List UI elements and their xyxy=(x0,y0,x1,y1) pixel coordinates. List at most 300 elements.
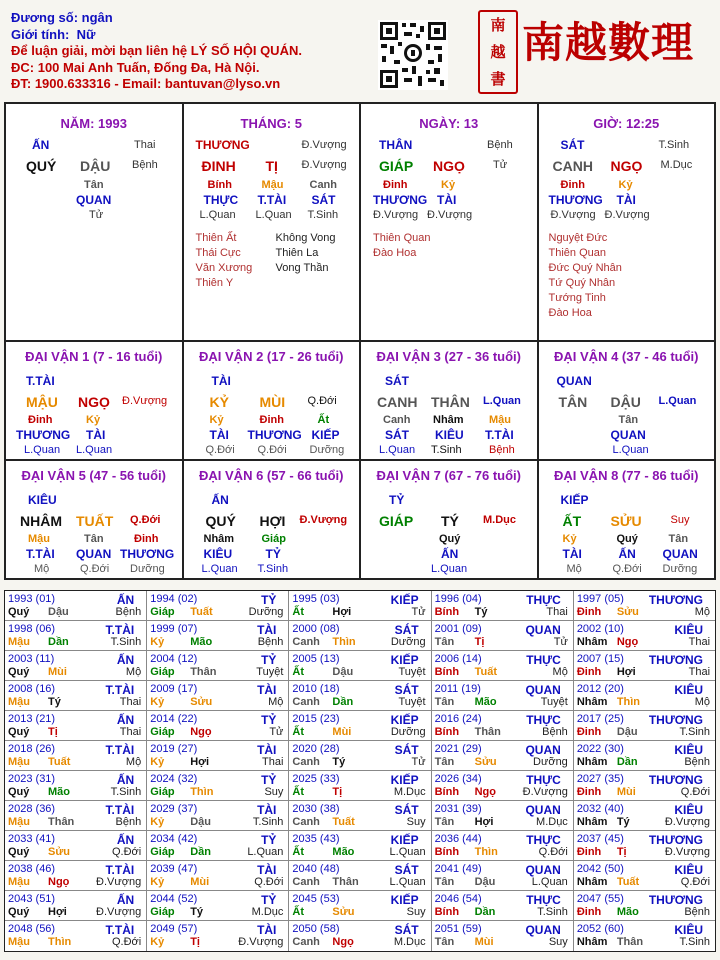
year-cell[interactable] xyxy=(147,801,289,830)
heavenly-stem: Mậu xyxy=(8,696,30,708)
ten-god: ẤN xyxy=(116,653,135,667)
heavenly-stem: Bính xyxy=(434,906,460,918)
year-cell[interactable] xyxy=(147,891,289,920)
heavenly-stem: Kỷ xyxy=(150,936,165,948)
hidden-stage: T.Sinh xyxy=(307,209,339,221)
life-stage: Mộ xyxy=(125,666,142,678)
hidden-god: THỰC xyxy=(203,193,239,207)
life-stage: Bệnh xyxy=(115,816,142,828)
branch-stage: Đ.Vượng xyxy=(301,159,347,171)
year-cell[interactable] xyxy=(5,801,147,830)
ten-god: ẤN xyxy=(116,893,135,907)
earthly-branch: Mão xyxy=(332,846,355,858)
year-cell[interactable] xyxy=(574,711,715,740)
hidden-stage: L.Quan xyxy=(199,209,236,221)
year-cell[interactable] xyxy=(432,591,574,620)
year-label: 1993 (01) xyxy=(8,593,56,605)
year-cell[interactable] xyxy=(574,681,715,710)
ten-god: QUAN xyxy=(556,374,592,388)
earthly-branch: Tý xyxy=(474,606,488,618)
earthly-branch: Sửu xyxy=(332,906,355,918)
year-label: 2005 (13) xyxy=(292,653,340,665)
year-cell[interactable] xyxy=(432,651,574,680)
hidden-stem: Bính xyxy=(207,179,232,191)
life-stage: M.Dục xyxy=(393,786,426,798)
year-cell[interactable] xyxy=(289,681,431,710)
year-cell[interactable] xyxy=(147,591,289,620)
life-stage: T.Sinh xyxy=(110,786,142,798)
earthly-branch: Ngọ xyxy=(474,786,496,798)
earthly-branch: THÂN xyxy=(431,394,470,410)
luck-heading: ĐẠI VẬN 4 (37 - 46 tuổi) xyxy=(554,349,699,364)
heavenly-stem: Canh xyxy=(292,816,320,828)
year-label: 2014 (22) xyxy=(150,713,198,725)
life-stage: Suy xyxy=(406,816,426,828)
year-label: 2030 (38) xyxy=(292,803,340,815)
year-label: 2035 (43) xyxy=(292,833,340,845)
heavenly-stem: Mậu xyxy=(8,756,30,768)
heavenly-stem: Ất xyxy=(292,786,305,798)
luck-period-5[interactable] xyxy=(6,461,184,578)
luck-period-8[interactable] xyxy=(539,461,715,578)
hidden-stage: Q.Đới xyxy=(80,563,110,575)
year-cell[interactable] xyxy=(432,741,574,770)
year-cell[interactable] xyxy=(432,621,574,650)
year-cell[interactable] xyxy=(432,831,574,860)
earthly-branch: Tuất xyxy=(332,816,355,828)
hidden-stem: Nhâm xyxy=(203,533,235,545)
life-stage: Thai xyxy=(688,666,711,678)
life-stage: Q.Đới xyxy=(307,395,337,407)
heavenly-stem: MẬU xyxy=(26,394,58,410)
year-cell[interactable] xyxy=(147,711,289,740)
ten-god: QUAN xyxy=(525,803,561,817)
year-cell[interactable] xyxy=(147,621,289,650)
earthly-branch: Dậu xyxy=(474,876,496,888)
life-stage: T.Sinh xyxy=(658,139,690,151)
luck-period-2[interactable] xyxy=(184,342,362,459)
year-cell[interactable] xyxy=(5,741,147,770)
ten-god: THƯƠNG xyxy=(648,773,704,787)
year-cell[interactable] xyxy=(147,921,289,951)
ten-god: THƯƠNG xyxy=(648,893,704,907)
heavenly-stem: Kỷ xyxy=(150,636,165,648)
heavenly-stem: Ất xyxy=(292,726,305,738)
luck-period-3[interactable] xyxy=(361,342,539,459)
year-cell[interactable] xyxy=(289,741,431,770)
hidden-stage: Bệnh xyxy=(489,444,515,456)
year-cell[interactable] xyxy=(147,651,289,680)
year-label: 2042 (50) xyxy=(576,863,624,875)
year-label: 2049 (57) xyxy=(150,923,198,935)
heavenly-stem: Đinh xyxy=(576,846,602,858)
stars-right: Không Vong Thiên La Vong Thần xyxy=(275,232,336,274)
year-cell[interactable] xyxy=(147,741,289,770)
life-stage: Tuyệt xyxy=(540,696,568,708)
year-cell[interactable] xyxy=(574,651,715,680)
ten-god: QUAN xyxy=(525,923,561,937)
hidden-stem: Tân xyxy=(84,533,104,545)
luck-period-4[interactable] xyxy=(539,342,715,459)
life-stage: Thai xyxy=(546,606,568,618)
heavenly-stem: Quý xyxy=(8,726,30,738)
earthly-branch: Hợi xyxy=(332,606,352,618)
year-label: 2018 (26) xyxy=(8,743,56,755)
ten-god: SÁT xyxy=(394,623,419,637)
life-stage: Đ.Vượng xyxy=(122,395,168,407)
year-row xyxy=(5,711,715,741)
earthly-branch: Thân xyxy=(332,876,359,888)
year-cell[interactable] xyxy=(432,681,574,710)
year-cell[interactable] xyxy=(574,801,715,830)
earthly-branch: Tý xyxy=(48,696,61,708)
pillar-month xyxy=(184,104,362,340)
life-stage: Mộ xyxy=(694,696,711,708)
year-cell[interactable] xyxy=(147,681,289,710)
year-label: 2009 (17) xyxy=(150,683,198,695)
year-cell[interactable] xyxy=(5,651,147,680)
year-cell[interactable] xyxy=(147,831,289,860)
heavenly-stem: Giáp xyxy=(150,906,175,918)
heavenly-stem: Đinh xyxy=(576,786,602,798)
ten-god: ẤN xyxy=(32,138,50,152)
year-cell[interactable] xyxy=(5,861,147,890)
luck-periods-row-2 xyxy=(4,461,716,580)
year-cell[interactable] xyxy=(574,891,715,920)
year-cell[interactable] xyxy=(5,921,147,951)
earthly-branch: NGỌ xyxy=(433,158,465,174)
hidden-stage: Q.Đới xyxy=(257,444,287,456)
earthly-branch: Dậu xyxy=(48,606,69,618)
year-label: 2002 (10) xyxy=(576,623,624,635)
earthly-branch: Thân xyxy=(616,936,644,948)
year-cell[interactable] xyxy=(289,831,431,860)
life-stage: Thai xyxy=(688,636,711,648)
heavenly-stem: Mậu xyxy=(8,876,30,888)
life-stage: Đ.Vượng xyxy=(664,846,711,858)
pillar-heading: NĂM: 1993 xyxy=(60,116,127,131)
earthly-branch: Thìn xyxy=(48,936,72,948)
year-row xyxy=(5,861,715,891)
life-stage: Q.Đới xyxy=(254,876,284,888)
life-stage: Tử xyxy=(269,726,284,738)
luck-period-7[interactable] xyxy=(361,461,539,578)
year-row xyxy=(5,681,715,711)
year-label: 2010 (18) xyxy=(292,683,340,695)
hidden-stage: Đ.Vượng xyxy=(373,209,419,221)
year-label: 2040 (48) xyxy=(292,863,340,875)
year-cell[interactable] xyxy=(289,891,431,920)
ten-god: T.TÀI xyxy=(105,803,135,817)
hidden-stage: T.Sinh xyxy=(431,444,462,456)
life-stage: Tử xyxy=(411,756,426,768)
year-label: 2038 (46) xyxy=(8,863,56,875)
heavenly-stem: Tân xyxy=(434,816,455,828)
hidden-god: SÁT xyxy=(385,428,409,442)
stars-left: Thiên Quan Đào Hoa xyxy=(373,232,431,259)
ten-god: KIÊU xyxy=(674,683,704,697)
hidden-god: TÀI xyxy=(437,193,457,207)
year-label: 2045 (53) xyxy=(292,893,340,905)
earthly-branch: Thân xyxy=(48,816,75,828)
luck-period-6[interactable] xyxy=(184,461,362,578)
year-cell[interactable] xyxy=(432,711,574,740)
year-cell[interactable] xyxy=(289,591,431,620)
earthly-branch: Dậu xyxy=(190,816,211,828)
hidden-god: THƯƠNG xyxy=(548,193,603,207)
life-stage: Tuyệt xyxy=(398,666,426,678)
year-label: 2004 (12) xyxy=(150,653,198,665)
heavenly-stem: Đinh xyxy=(576,726,602,738)
heavenly-stem: Đinh xyxy=(576,666,602,678)
year-cell[interactable] xyxy=(5,891,147,920)
heavenly-stem: Bính xyxy=(434,606,460,618)
heavenly-stem: Đinh xyxy=(576,906,602,918)
ten-god: SÁT xyxy=(394,743,419,757)
year-cell[interactable] xyxy=(5,621,147,650)
ten-god: THÂN xyxy=(379,138,413,152)
life-stage: T.Sinh xyxy=(537,906,568,918)
year-cell[interactable] xyxy=(574,771,715,800)
earthly-branch: Hợi xyxy=(190,756,210,768)
hidden-stem: Mậu xyxy=(28,533,50,545)
luck-heading: ĐẠI VẬN 2 (17 - 26 tuổi) xyxy=(199,349,344,364)
ten-god: THỰC xyxy=(526,773,561,787)
gender: Giới tính: Nữ xyxy=(11,26,96,42)
life-stage: Q.Đới xyxy=(680,786,711,798)
year-label: 2041 (49) xyxy=(434,863,482,875)
life-stage: Q.Đới xyxy=(680,876,711,888)
life-stage: M.Dục xyxy=(536,816,568,828)
branch-stage: Bệnh xyxy=(132,159,158,171)
ten-god: T.TÀI xyxy=(105,923,135,937)
life-stage: M.Dục xyxy=(251,906,284,918)
ten-god: THƯƠNG xyxy=(648,833,704,847)
year-cell[interactable] xyxy=(147,861,289,890)
life-stage: Đ.Vượng xyxy=(664,816,711,828)
hidden-god: QUAN xyxy=(610,428,646,442)
hidden-stage: Dưỡng xyxy=(662,563,698,575)
earthly-branch: Tuất xyxy=(48,756,71,768)
year-row xyxy=(5,651,715,681)
year-cell[interactable] xyxy=(289,801,431,830)
earthly-branch: Tý xyxy=(332,756,346,768)
year-cell[interactable] xyxy=(574,591,715,620)
ten-god: KIÊU xyxy=(674,863,704,877)
ten-god: ẤN xyxy=(116,773,135,787)
year-label: 2000 (08) xyxy=(292,623,340,635)
earthly-branch: Dần xyxy=(474,906,496,918)
year-cell[interactable] xyxy=(289,621,431,650)
ten-god: T.TÀI xyxy=(105,863,135,877)
earthly-branch: Dậu xyxy=(616,726,638,738)
year-cell[interactable] xyxy=(432,801,574,830)
life-stage: T.Sinh xyxy=(679,936,711,948)
address: ĐC: 100 Mai Anh Tuấn, Đống Đa, Hà Nội. xyxy=(11,59,260,75)
year-label: 2024 (32) xyxy=(150,773,198,785)
year-label: 2050 (58) xyxy=(292,923,340,935)
earthly-branch: Hợi xyxy=(616,666,636,678)
hidden-stage: L.Quan xyxy=(76,444,113,456)
header-info xyxy=(11,10,302,93)
pillar-heading: GIỜ: 12:25 xyxy=(593,116,660,131)
luck-heading: ĐẠI VẬN 1 (7 - 16 tuổi) xyxy=(25,349,163,364)
year-cell[interactable] xyxy=(147,771,289,800)
year-label: 1994 (02) xyxy=(150,593,198,605)
brand-title: 南越數理 xyxy=(522,18,695,67)
year-label: 2008 (16) xyxy=(8,683,56,695)
hidden-stage: Dưỡng xyxy=(309,444,345,456)
pillar-hour xyxy=(539,104,715,340)
year-label: 2001 (09) xyxy=(434,623,482,635)
year-cell[interactable] xyxy=(574,921,715,951)
ten-god: T.TÀI xyxy=(105,743,135,757)
year-cell[interactable] xyxy=(5,771,147,800)
ten-god: TỶ xyxy=(261,893,277,907)
earthly-branch: Mùi xyxy=(332,726,352,738)
earthly-branch: SỬU xyxy=(610,513,642,529)
year-cell[interactable] xyxy=(574,831,715,860)
year-label: 2012 (20) xyxy=(576,683,624,695)
year-label: 2011 (19) xyxy=(434,683,481,695)
year-label: 2006 (14) xyxy=(434,653,482,665)
branch-stage: Tử xyxy=(493,159,508,171)
year-row xyxy=(5,591,715,621)
year-cell[interactable] xyxy=(289,921,431,951)
ten-god: T.TÀI xyxy=(26,374,55,388)
life-stage: L.Quan xyxy=(483,395,521,407)
ten-god: KIẾP xyxy=(390,893,419,907)
year-cell[interactable] xyxy=(5,831,147,860)
earthly-branch: Tị xyxy=(332,786,343,798)
heavenly-stem: Mậu xyxy=(8,936,30,948)
heavenly-stem: Ất xyxy=(292,906,305,918)
ten-god: KIẾP xyxy=(390,593,419,607)
hidden-god: TỶ xyxy=(265,547,281,561)
life-stage: Suy xyxy=(670,514,690,526)
hidden-stem: Kỷ xyxy=(618,179,633,191)
ten-god: TÀI xyxy=(211,374,231,388)
hidden-god: TÀI xyxy=(209,428,229,442)
luck-period-1[interactable] xyxy=(6,342,184,459)
seal-logo-icon: 南 越 書 xyxy=(478,10,518,94)
earthly-branch: MÙI xyxy=(259,394,286,410)
year-label: 2052 (60) xyxy=(576,923,624,935)
qr-code-icon[interactable] xyxy=(378,20,448,90)
hidden-god: ẤN xyxy=(618,547,636,561)
year-label: 2031 (39) xyxy=(434,803,482,815)
year-cell[interactable] xyxy=(432,891,574,920)
luck-heading: ĐẠI VẬN 6 (57 - 66 tuổi) xyxy=(199,468,344,483)
heavenly-stem: Canh xyxy=(292,876,320,888)
contact-note: Để luận giải, mời bạn liên hệ LÝ SỐ HỘI QUÁN. xyxy=(11,43,302,58)
year-row xyxy=(5,921,715,951)
year-cell[interactable] xyxy=(289,651,431,680)
year-label: 1999 (07) xyxy=(150,623,198,635)
heavenly-stem: Giáp xyxy=(150,846,175,858)
heavenly-stem: Tân xyxy=(434,876,455,888)
four-pillars xyxy=(4,102,716,342)
ten-god: THỰC xyxy=(526,713,561,727)
heavenly-stem: Nhâm xyxy=(576,876,608,888)
life-stage: Bệnh xyxy=(487,139,513,151)
ten-god: ẤN xyxy=(116,593,135,607)
year-cell[interactable] xyxy=(289,861,431,890)
hidden-stem: Tân xyxy=(618,414,639,426)
year-label: 2003 (11) xyxy=(8,653,55,665)
earthly-branch: Sửu xyxy=(616,606,639,618)
life-stage: Đ.Vượng xyxy=(301,139,347,151)
year-cell[interactable] xyxy=(574,621,715,650)
hidden-stem: Mậu xyxy=(261,179,284,191)
heavenly-stem: Bính xyxy=(434,846,460,858)
year-label: 2022 (30) xyxy=(576,743,624,755)
year-cell[interactable] xyxy=(432,921,574,951)
heavenly-stem: Ất xyxy=(292,846,305,858)
heavenly-stem: ẤT xyxy=(562,513,582,529)
heavenly-stem: Quý xyxy=(8,666,30,678)
hidden-stage: L.Quan xyxy=(431,563,468,575)
ten-god: KIÊU xyxy=(674,923,704,937)
heavenly-stem: Tân xyxy=(434,756,455,768)
earthly-branch: TÝ xyxy=(441,513,459,529)
heavenly-stem: Mậu xyxy=(8,636,30,648)
luck-heading: ĐẠI VẬN 3 (27 - 36 tuổi) xyxy=(376,349,521,364)
life-stage: Dưỡng xyxy=(390,636,426,648)
year-cell[interactable] xyxy=(432,861,574,890)
ten-god: TỶ xyxy=(261,833,277,847)
year-cell[interactable] xyxy=(5,711,147,740)
heavenly-stem: Ất xyxy=(292,606,305,618)
hidden-god: KIÊU xyxy=(203,547,233,561)
earthly-branch: Sửu xyxy=(190,696,213,708)
year-cell[interactable] xyxy=(574,741,715,770)
year-cell[interactable] xyxy=(574,861,715,890)
heavenly-stem: Nhâm xyxy=(576,816,608,828)
ten-god: TÀI xyxy=(257,923,277,937)
earthly-branch: Hợi xyxy=(48,906,67,918)
hidden-stem: Canh xyxy=(309,179,337,191)
hidden-stem: Giáp xyxy=(261,533,286,545)
life-stage: Bệnh xyxy=(684,756,711,768)
heavenly-stem: ĐINH xyxy=(201,158,236,174)
year-label: 2037 (45) xyxy=(576,833,624,845)
year-cell[interactable] xyxy=(289,711,431,740)
life-stage: Bệnh xyxy=(684,906,711,918)
earthly-branch: Mùi xyxy=(616,786,636,798)
life-stage: Suy xyxy=(548,936,568,948)
ten-god: TÀI xyxy=(257,803,277,817)
year-cell[interactable] xyxy=(432,771,574,800)
year-cell[interactable] xyxy=(289,771,431,800)
hidden-stem: Nhâm xyxy=(433,414,464,426)
year-label: 1996 (04) xyxy=(434,593,482,605)
earthly-branch: Dần xyxy=(332,696,354,708)
life-stage: L.Quan xyxy=(247,846,284,858)
life-stage: L.Quan xyxy=(389,846,426,858)
earthly-branch: Thân xyxy=(474,726,501,738)
hidden-god: THƯƠNG xyxy=(16,428,71,442)
heavenly-stem: Giáp xyxy=(150,726,175,738)
year-cell[interactable] xyxy=(5,681,147,710)
life-stage: Dưỡng xyxy=(390,726,426,738)
year-label: 2046 (54) xyxy=(434,893,482,905)
life-stage: Mộ xyxy=(694,606,711,618)
earthly-branch: Thìn xyxy=(616,696,641,708)
year-cell[interactable] xyxy=(5,591,147,620)
earthly-branch: Thìn xyxy=(332,636,356,648)
hidden-god: QUAN xyxy=(662,547,698,561)
